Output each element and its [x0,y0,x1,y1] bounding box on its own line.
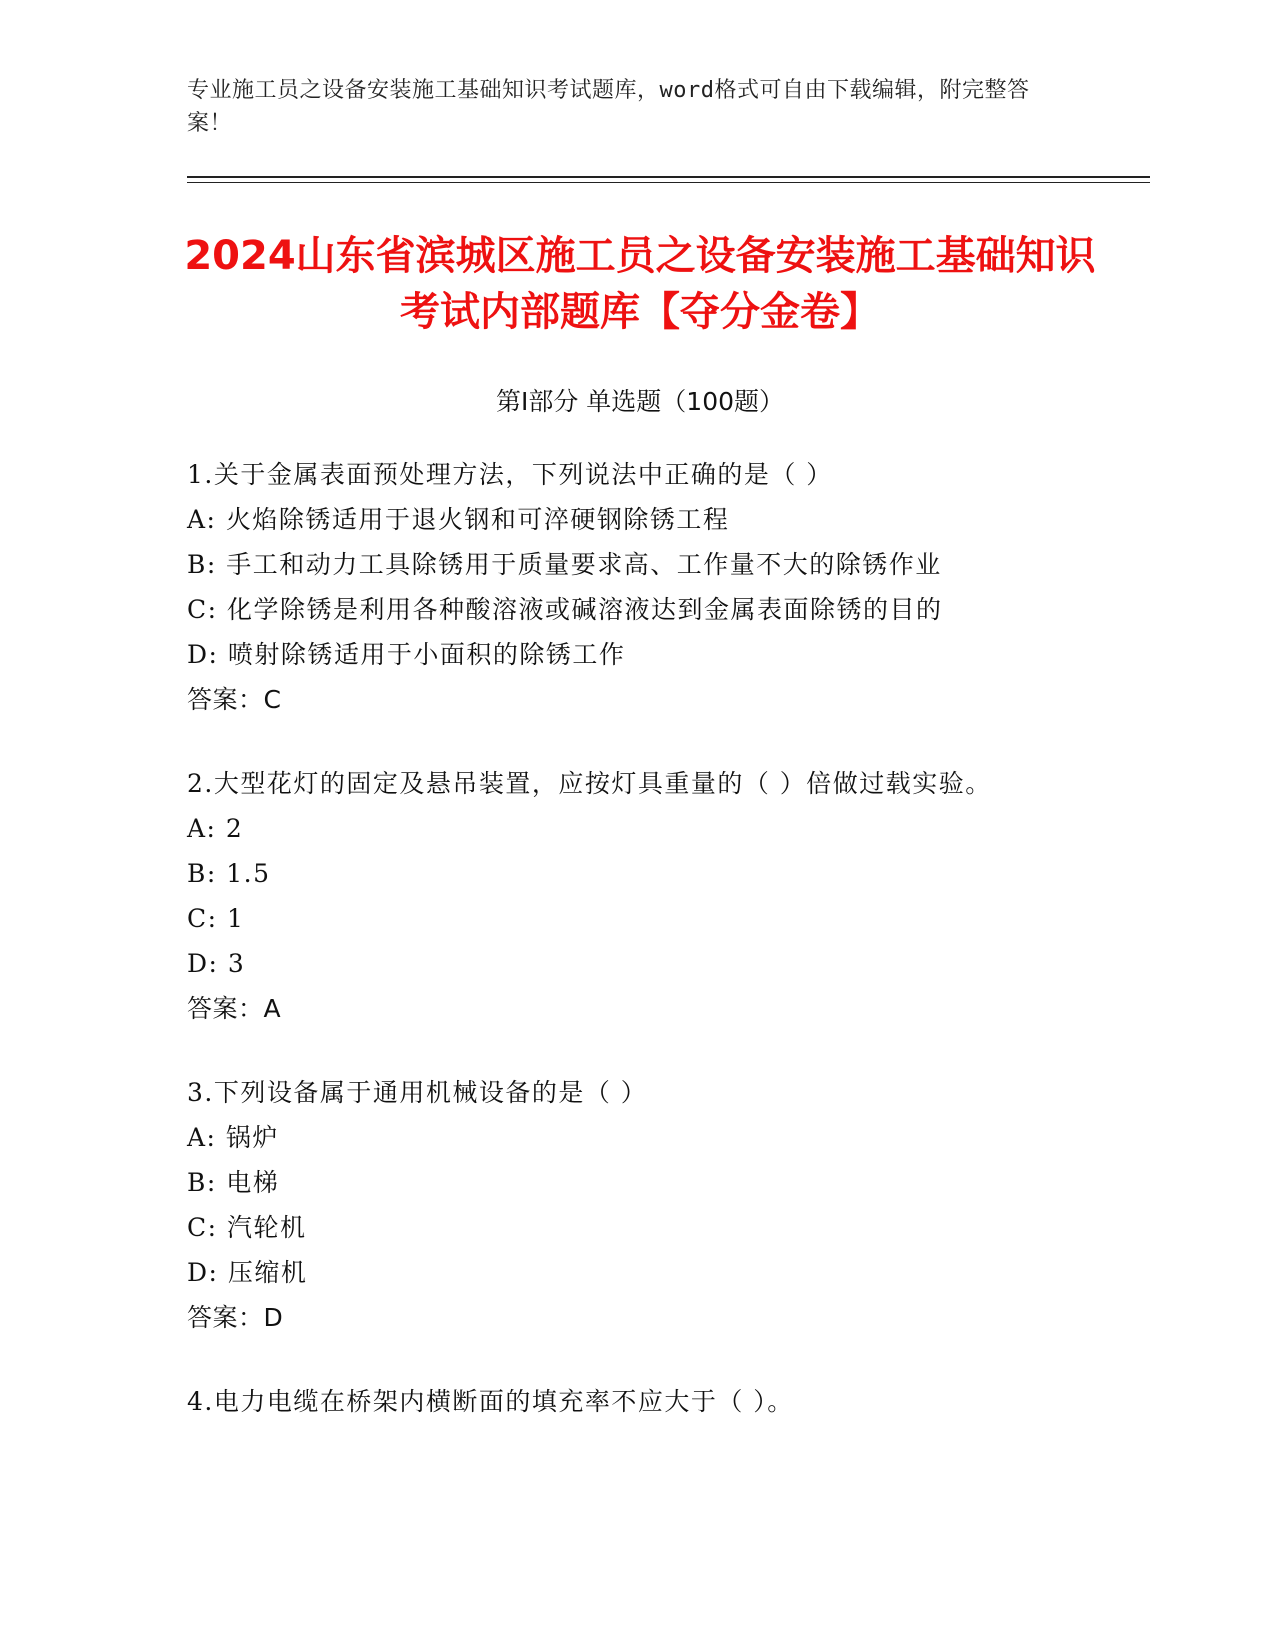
question-stem: 2.大型花灯的固定及悬吊装置，应按灯具重量的（ ）倍做过载实验。 [187,769,992,798]
question-stem: 1.关于金属表面预处理方法，下列说法中正确的是（ ） [187,460,833,489]
question-1 [187,452,1147,722]
question-stem: 3.下列设备属于通用机械设备的是（ ） [187,1078,648,1107]
option-d: D: 3 [187,949,246,978]
question-4 [187,1379,1147,1424]
header-note: 专业施工员之设备安装施工基础知识考试题库，word格式可自由下载编辑，附完整答案！ [187,78,1030,136]
question-2 [187,761,1147,1031]
option-d: D: 喷射除锈适用于小面积的除锈工作 [187,640,626,669]
option-d: D: 压缩机 [187,1258,308,1287]
document-title: 2024山东省滨城区施工员之设备安装施工基础知识考试内部题库【夺分金卷】 [184,233,1096,335]
answer-line: 答案：D [187,1303,284,1332]
option-a: A: 火焰除锈适用于退火钢和可淬硬钢除锈工程 [187,505,730,534]
option-c: C: 1 [187,904,245,933]
option-c: C: 汽轮机 [187,1213,307,1242]
header-divider-thin [187,182,1150,183]
question-3 [187,1070,1147,1340]
option-c: C: 化学除锈是利用各种酸溶液或碱溶液达到金属表面除锈的目的 [187,595,943,624]
option-a: A: 锅炉 [187,1123,279,1152]
answer-line: 答案：C [187,685,282,714]
option-a: A: 2 [187,814,244,843]
section-heading: 第Ⅰ部分 单选题（100题） [495,387,785,416]
option-b: B: 手工和动力工具除锈用于质量要求高、工作量不大的除锈作业 [187,550,942,579]
question-stem: 4.电力电缆在桥架内横断面的填充率不应大于（ ）。 [187,1387,794,1416]
option-b: B: 电梯 [187,1168,280,1197]
answer-line: 答案：A [187,994,282,1023]
header-divider-thick [187,176,1150,178]
option-b: B: 1.5 [187,859,271,888]
